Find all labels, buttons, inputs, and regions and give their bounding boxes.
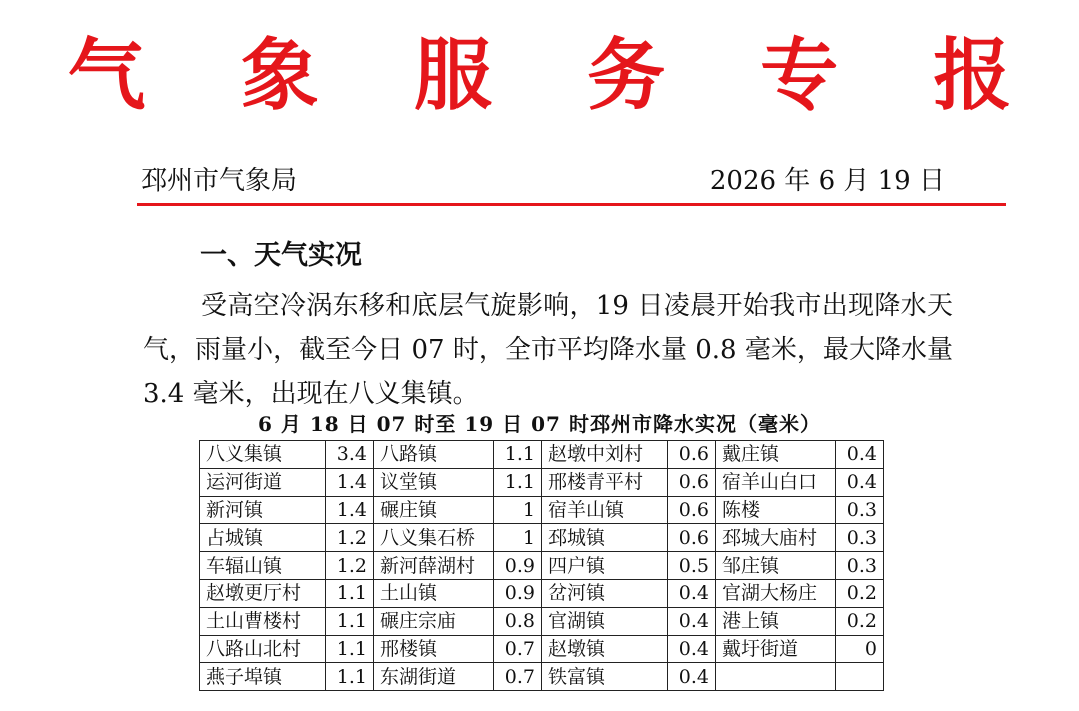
station-name-cell: 新河镇 [200, 496, 326, 524]
precipitation-value-cell: 0.4 [668, 607, 716, 635]
table-caption: 6 月 18 日 07 时至 19 日 07 时邳州市降水实况（毫米） [258, 412, 821, 436]
station-name-cell: 官湖镇 [542, 607, 668, 635]
table-row [200, 524, 884, 552]
precipitation-value-cell: 0.4 [668, 635, 716, 663]
precipitation-value-cell: 0.6 [668, 496, 716, 524]
station-name-cell: 官湖大杨庄 [716, 579, 836, 607]
station-name-cell: 土山曹楼村 [200, 607, 326, 635]
precipitation-value-cell: 0.4 [836, 441, 884, 469]
station-name-cell: 碾庄镇 [374, 496, 494, 524]
station-name-cell: 陈楼 [716, 496, 836, 524]
precipitation-value-cell [836, 663, 884, 691]
station-name-cell: 赵墩镇 [542, 635, 668, 663]
station-name-cell: 碾庄宗庙 [374, 607, 494, 635]
precipitation-value-cell: 0.3 [836, 524, 884, 552]
station-name-cell: 铁富镇 [542, 663, 668, 691]
precipitation-value-cell: 0.2 [836, 607, 884, 635]
precipitation-value-cell: 1 [494, 524, 542, 552]
precipitation-value-cell: 1.2 [326, 524, 374, 552]
station-name-cell: 燕子埠镇 [200, 663, 326, 691]
station-name-cell: 邳城镇 [542, 524, 668, 552]
precipitation-table [199, 440, 884, 691]
precipitation-value-cell: 0.4 [668, 579, 716, 607]
precipitation-value-cell: 0.9 [494, 579, 542, 607]
station-name-cell: 占城镇 [200, 524, 326, 552]
station-name-cell: 运河街道 [200, 468, 326, 496]
precipitation-value-cell: 0.7 [494, 635, 542, 663]
station-name-cell: 戴圩街道 [716, 635, 836, 663]
precipitation-value-cell: 0.6 [668, 524, 716, 552]
station-name-cell: 戴庄镇 [716, 441, 836, 469]
precipitation-value-cell: 0.6 [668, 468, 716, 496]
issue-date: 2026 年 6 月 19 日 [709, 166, 945, 196]
precipitation-value-cell: 0.4 [668, 663, 716, 691]
station-name-cell [716, 663, 836, 691]
precipitation-value-cell: 0.6 [668, 441, 716, 469]
station-name-cell: 八义集石桥 [374, 524, 494, 552]
station-name-cell: 八路镇 [374, 441, 494, 469]
station-name-cell: 八路山北村 [200, 635, 326, 663]
precipitation-value-cell: 0.2 [836, 579, 884, 607]
table-row [200, 496, 884, 524]
precipitation-value-cell: 1.1 [326, 607, 374, 635]
precipitation-value-cell: 1.1 [326, 663, 374, 691]
table-row [200, 607, 884, 635]
station-name-cell: 邢楼青平村 [542, 468, 668, 496]
table-row [200, 663, 884, 691]
precipitation-value-cell: 1.1 [494, 441, 542, 469]
table-row [200, 468, 884, 496]
table-row [200, 635, 884, 663]
precipitation-value-cell: 0.3 [836, 496, 884, 524]
precipitation-value-cell: 0.4 [836, 468, 884, 496]
table-row [200, 579, 884, 607]
precipitation-value-cell: 0.7 [494, 663, 542, 691]
precipitation-value-cell: 1.1 [326, 579, 374, 607]
precipitation-value-cell: 1.4 [326, 468, 374, 496]
station-name-cell: 新河薛湖村 [374, 552, 494, 580]
precipitation-value-cell: 1 [494, 496, 542, 524]
issuer-label: 邳州市气象局 [141, 166, 298, 196]
precipitation-value-cell: 0.9 [494, 552, 542, 580]
precipitation-value-cell: 1.4 [326, 496, 374, 524]
table-row [200, 441, 884, 469]
station-name-cell: 赵墩更厅村 [200, 579, 326, 607]
station-name-cell: 四户镇 [542, 552, 668, 580]
precipitation-value-cell: 3.4 [326, 441, 374, 469]
station-name-cell: 八义集镇 [200, 441, 326, 469]
precipitation-value-cell: 1.1 [494, 468, 542, 496]
table-row [200, 552, 884, 580]
station-name-cell: 邳城大庙村 [716, 524, 836, 552]
header-divider [137, 203, 1006, 206]
station-name-cell: 宿羊山白口 [716, 468, 836, 496]
precipitation-value-cell: 1.1 [326, 635, 374, 663]
station-name-cell: 宿羊山镇 [542, 496, 668, 524]
station-name-cell: 邹庄镇 [716, 552, 836, 580]
precipitation-value-cell: 0.3 [836, 552, 884, 580]
station-name-cell: 岔河镇 [542, 579, 668, 607]
station-name-cell: 港上镇 [716, 607, 836, 635]
station-name-cell: 赵墩中刘村 [542, 441, 668, 469]
weather-summary-paragraph: 受高空冷涡东移和底层气旋影响，19 日凌晨开始我市出现降水天气，雨量小，截至今日 07 时，全市平均降水量 0.8 毫米，最大降水量 3.4 毫米，出现在八义集镇。 [143, 291, 953, 409]
precipitation-value-cell: 0.5 [668, 552, 716, 580]
precipitation-value-cell: 0 [836, 635, 884, 663]
section-heading: 一、天气实况 [200, 240, 362, 271]
precipitation-value-cell: 0.8 [494, 607, 542, 635]
station-name-cell: 议堂镇 [374, 468, 494, 496]
report-title: 气 象 服 务 专 报 [67, 31, 1046, 121]
station-name-cell: 车辐山镇 [200, 552, 326, 580]
station-name-cell: 邢楼镇 [374, 635, 494, 663]
station-name-cell: 东湖街道 [374, 663, 494, 691]
station-name-cell: 土山镇 [374, 579, 494, 607]
precipitation-value-cell: 1.2 [326, 552, 374, 580]
